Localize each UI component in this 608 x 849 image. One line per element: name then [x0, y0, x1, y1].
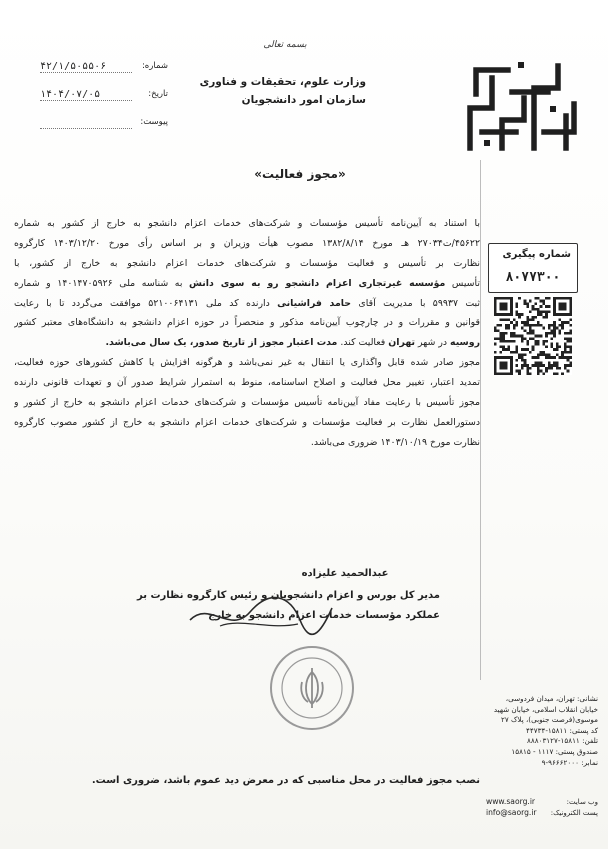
organization-name: سازمان امور دانشجویان	[241, 94, 366, 106]
body-text-run: به شناسه ملی ۱۴۰۱۴۷۰۵۹۲۶ و شماره	[14, 277, 190, 289]
letter-number-value: ۴۲/۱/۵۰۵۵۰۶	[40, 61, 107, 72]
ministry-name: وزارت علوم، تحقیقات و فناوری	[199, 76, 366, 88]
body-line	[14, 214, 480, 234]
email-link[interactable]: info@saorg.ir	[486, 808, 537, 817]
tracking-number: ۸۰۷۷۳۰۰	[505, 270, 561, 285]
address-line: نمابر: ۹۶۶۶۲۰۰۰-۹	[541, 757, 598, 767]
body-bold-text: حامد فراشیانی	[277, 297, 352, 309]
body-line	[14, 373, 480, 393]
body-line	[14, 393, 480, 413]
body-line	[14, 294, 480, 314]
body-line	[14, 433, 480, 453]
posting-instruction-note: نصب مجوز فعالیت در محل مناسبی که در معرض دید عموم باشد، ضروری است.	[91, 775, 480, 786]
letter-attachment-row	[40, 117, 168, 131]
body-text-run: قوانین و مقررات و در چارچوب آیین‌نامه مذکور و منحصراً در حوزه اعزام دانشجو به دانشگاه‌های معتبر کشور	[14, 317, 480, 329]
body-line	[14, 254, 480, 274]
body-text-run: دارنده کد ملی ۵۲۱۰۰۶۴۱۳۱ موافقت می‌گردد تا با رعایت	[14, 297, 278, 309]
body-bold-text: تهران	[388, 337, 416, 349]
tracking-label: شماره پیگیری	[502, 249, 571, 260]
body-text-run: مجوز تأسیس با رعایت مفاد آیین‌نامه تأسیس مؤسسات و شرکت‌های خدمات اعزام دانشجو به خارج از کشور و	[14, 397, 480, 409]
address-line: صندوق پستی: ۱۱۱۷ - ۱۵۸۱۵	[511, 746, 598, 756]
website-label: وب سایت:	[566, 798, 598, 806]
body-text-run: ثبت ۵۹۹۳۷ با مدیریت آقای	[351, 297, 480, 309]
body-text-run: ۴۵۶۲۲/ت۲۷۰۳۴ هـ مورخ ۱۳۸۲/۸/۱۴ مصوب هیأت وزیران و بر اساس رأی مورخ ۱۴۰۳/۱۲/۲۰ کارگروه	[14, 237, 480, 249]
body-line	[14, 413, 480, 433]
body-text-run: تأسیس	[445, 277, 480, 289]
body-text-run: تمدید اعتبار، تغییر محل فعالیت و اصلاح اساسنامه، منوط به استمرار شرایط صدور آن و تعهدات قانونی دارنده	[14, 377, 480, 389]
address-line: نشانی: تهران، میدان فردوسی،	[505, 694, 598, 703]
tracking-box	[488, 243, 578, 293]
side-divider	[480, 160, 481, 680]
body-line	[14, 234, 480, 254]
email-label: پست الکترونیک:	[550, 809, 598, 817]
body-text-run: دستورالعمل نظارت بر فعالیت مؤسسات و شرکت‌های خدمات اعزام دانشجو به خارج از کشور مصوب کارگروه	[14, 416, 480, 428]
body-text-run: نظارت بر تأسیس و فعالیت مؤسسات و شرکت‌های خدمات اعزام دانشجو به خارج از کشور، با	[14, 257, 480, 269]
body-text-run: با استناد به آیین‌نامه تأسیس مؤسسات و شرکت‌های خدمات اعزام دانشجو به خارج از کشور به شماره	[14, 218, 480, 229]
letter-date-value: ۱۴۰۴/۰۷/۰۵	[40, 89, 101, 100]
qr-code-icon	[494, 297, 572, 375]
letter-attachment-label: پیوست:	[140, 117, 168, 127]
body-bold-text: روسیه	[450, 337, 480, 349]
address-line: تلفن: ۱۵۸۱۱-۸۸۸۰۳۱۲۷	[527, 736, 598, 746]
body-line	[14, 274, 480, 294]
letter-date-label: تاریخ:	[148, 89, 168, 99]
letter-number-label: شماره:	[141, 61, 168, 71]
license-body-text	[14, 214, 480, 453]
body-text-run: در شهر	[415, 337, 451, 349]
letter-number-row	[40, 61, 168, 75]
signatory-title-line-1: مدیر کل بورس و اعزام دانشجویان و رئیس کارگروه نظارت بر	[136, 590, 440, 601]
signatory-title-line-2: عملکرد مؤسسات خدمات اعزام دانشجو به خارج	[208, 610, 440, 621]
address-line: خیابان انقلاب اسلامی، خیابان شهید	[493, 704, 598, 714]
document-title: «مجوز فعالیت»	[254, 167, 346, 181]
handwritten-signature	[180, 590, 340, 640]
body-line	[14, 313, 480, 333]
signatory-name: عبدالحمید علیزاده	[301, 568, 389, 579]
contact-info	[486, 797, 598, 819]
body-line	[14, 353, 480, 373]
besmellah-header: بسمه تعالی	[263, 40, 307, 50]
address-line: کد پستی: ۱۵۸۱۱-۴۴۷۳۴	[526, 725, 598, 735]
body-line	[14, 333, 480, 353]
organization-address	[486, 694, 598, 768]
official-stamp	[268, 644, 356, 732]
body-text-run: نظارت مورخ ۱۴۰۳/۱۰/۱۹ ضروری می‌باشد.	[310, 436, 480, 448]
body-bold-text: مؤسسه غیرتجاری اعزام دانشجو رو به سوی دانش	[189, 277, 446, 289]
address-line: موسوی(فرصت جنوبی)، پلاک ۲۷	[500, 715, 598, 725]
letter-date-row	[40, 89, 168, 103]
body-text-run: فعالیت کند.	[337, 337, 389, 349]
organization-logo	[462, 58, 580, 156]
body-text-run: مجوز صادر شده قابل واگذاری یا انتقال به غیر نمی‌باشد و هرگونه افزایش یا کاهش کشورهای حوزه فعالیت،	[14, 357, 480, 369]
body-bold-text: مدت اعتبار مجوز از تاریخ صدور، یک سال می‌باشد.	[105, 337, 338, 349]
website-link[interactable]: www.saorg.ir	[486, 797, 536, 806]
